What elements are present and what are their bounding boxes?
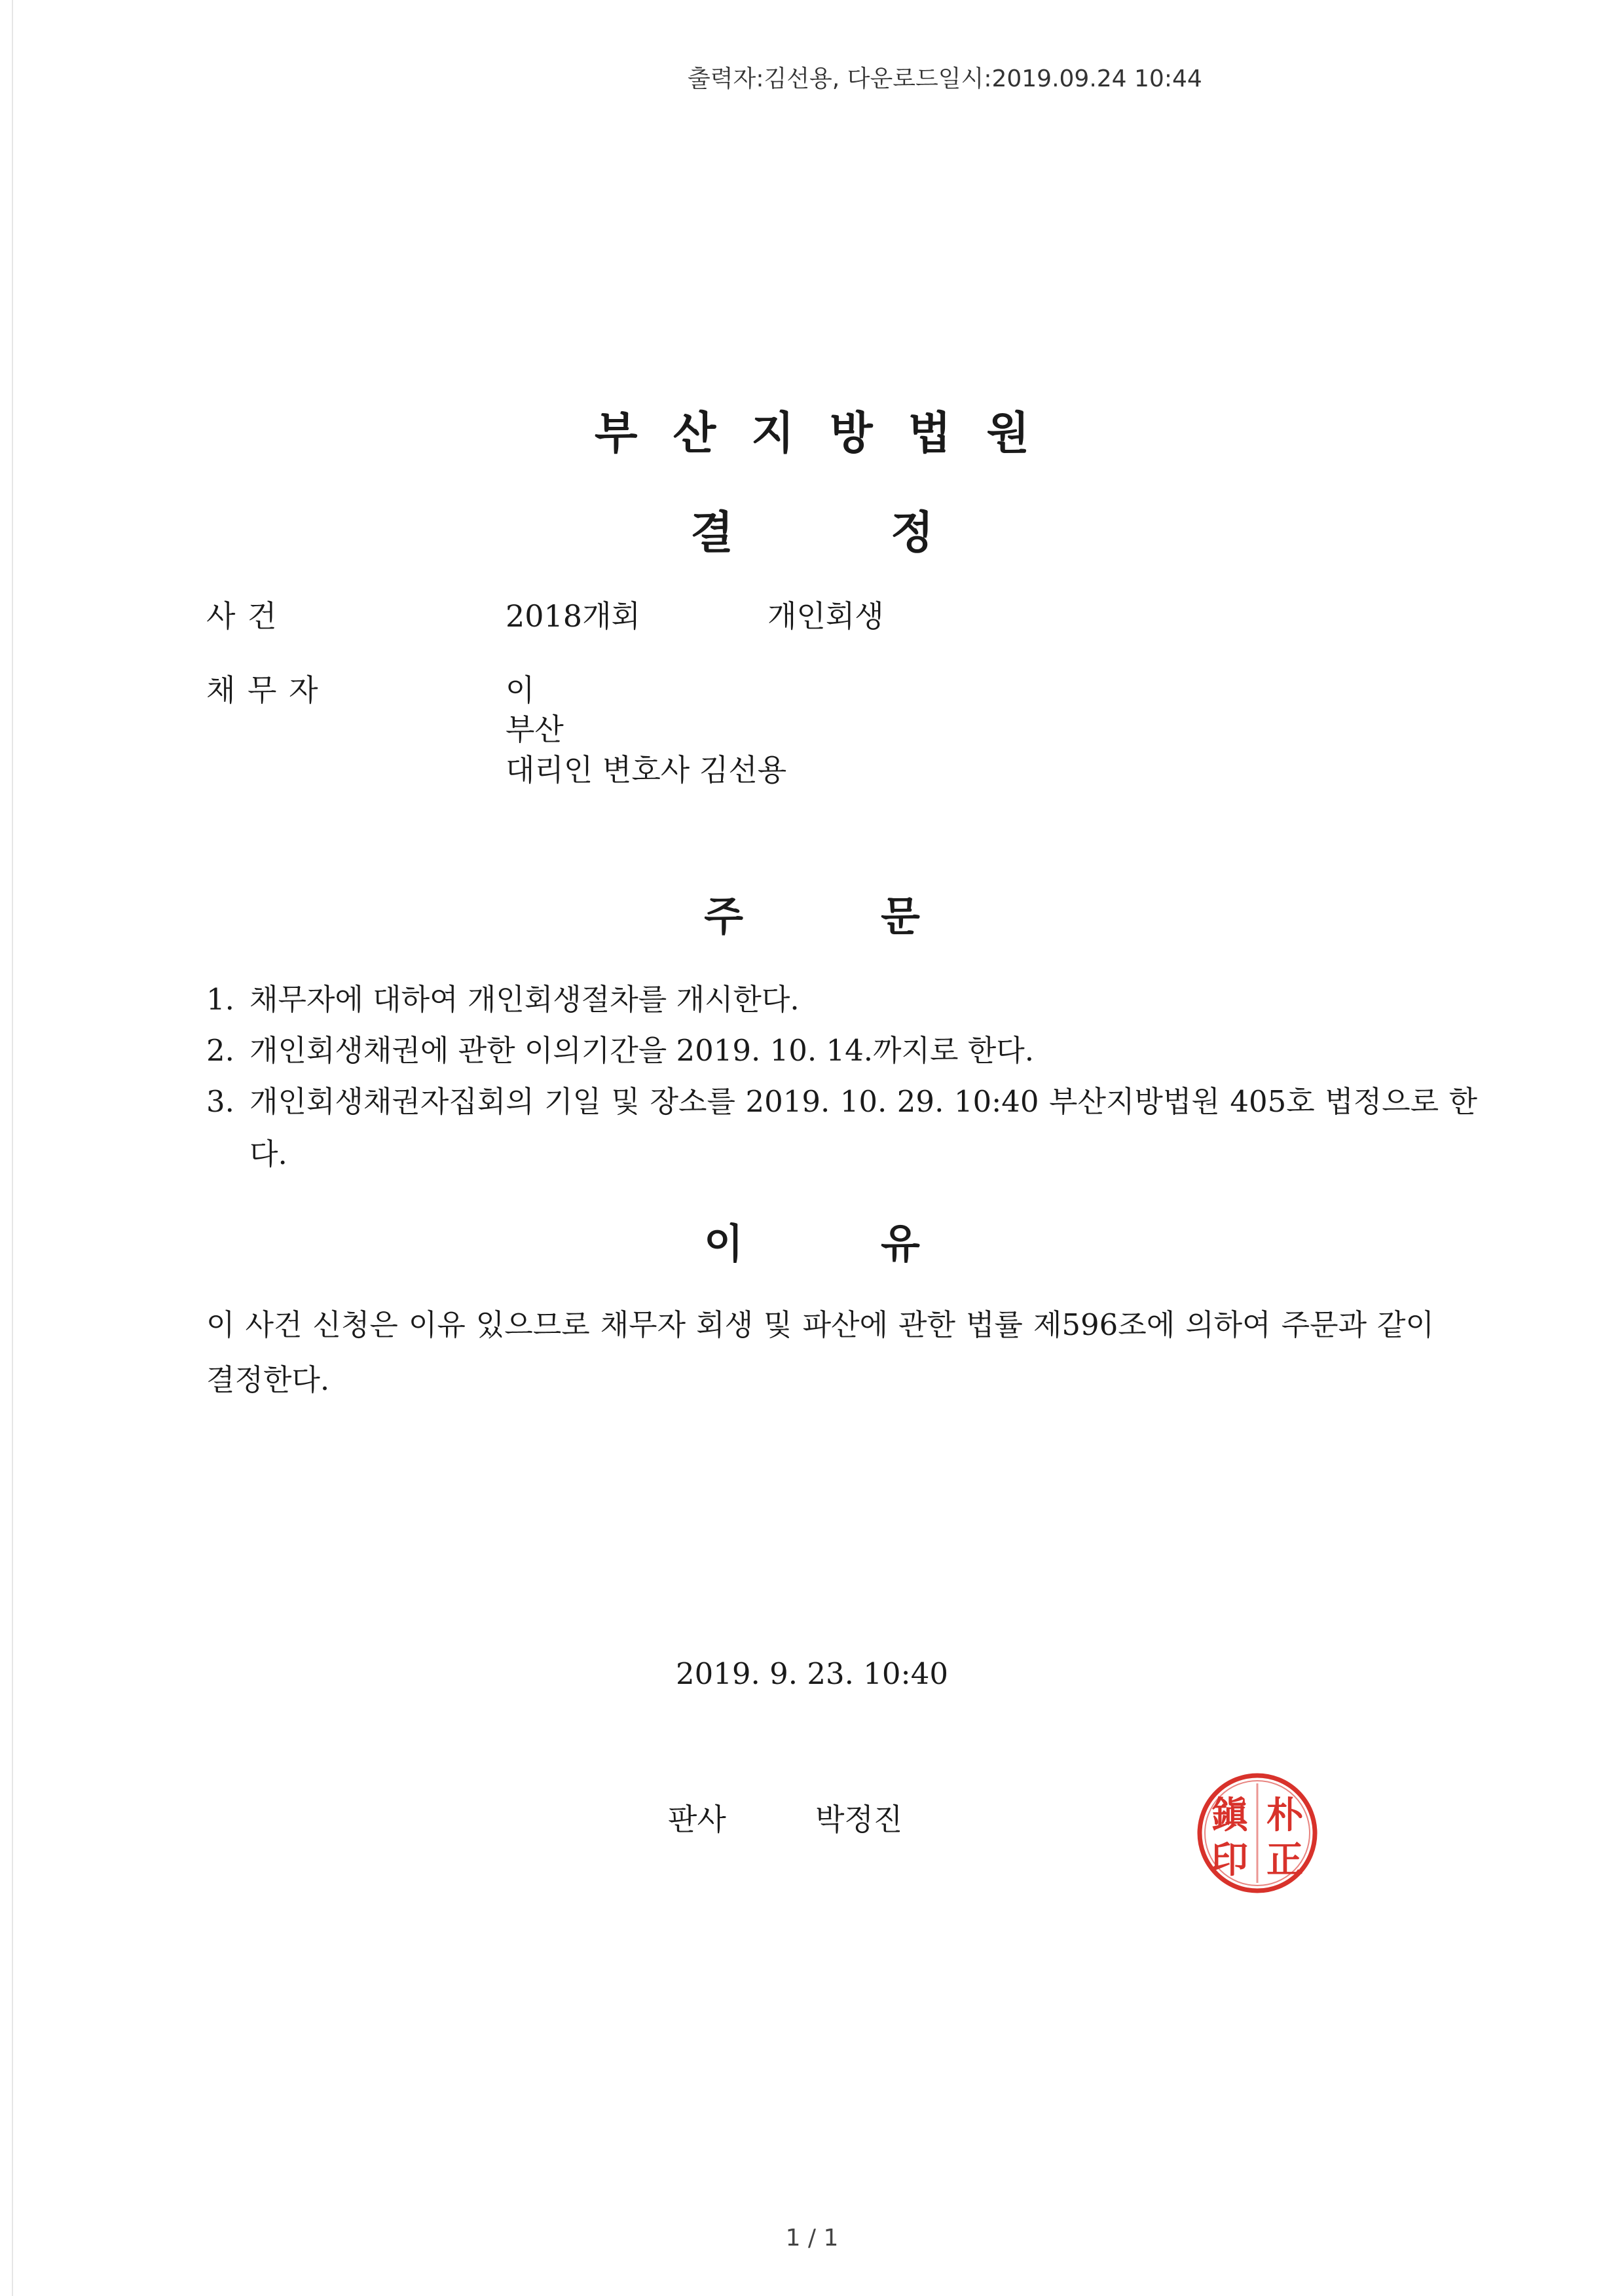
order-item-text: 개인회생채권에 관한 이의기간을 2019. 10. 14.까지로 한다. [249,1033,1035,1068]
svg-text:印: 印 [1211,1838,1248,1882]
order-heading: 주문 [704,892,1058,940]
debtor-address: 부산 [506,712,564,747]
order-item-1 [206,974,1477,1026]
judge-name: 박정진 [815,1802,903,1837]
page-number: 1 / 1 [785,2225,839,2251]
order-item-3 [206,1076,1477,1180]
order-item-text: 개인회생채권자집회의 기일 및 장소를 2019. 10. 29. 10:40 부산지방법원 405호 법정으로 한다. [249,1084,1477,1171]
order-item-2 [206,1025,1477,1077]
case-label: 사 건 [206,598,278,634]
svg-text:正: 正 [1266,1838,1303,1882]
document-type-title: 결정 [690,507,1091,559]
court-name: 부산지방법원 [594,408,1065,460]
decision-date: 2019. 9. 23. 10:40 [676,1656,948,1691]
debtor-label: 채 무 자 [206,672,320,708]
debtor-agent: 대리인 변호사 김선용 [506,752,787,788]
page-edge-line [12,0,13,2296]
print-header: 출력자:김선용, 다운로드일시:2019.09.24 10:44 [688,65,1202,92]
judge-seal-stamp [1192,1768,1323,1899]
reason-text: 이 사건 신청은 이유 있으므로 채무자 회생 및 파산에 관한 법률 제596조에 의하여 주문과 같이 결정한다. [206,1307,1434,1397]
order-item-number: 2. [206,1033,234,1068]
svg-text:鎭: 鎭 [1211,1794,1248,1837]
order-item-number: 3. [206,1084,234,1119]
order-item-number: 1. [206,982,234,1017]
judge-title: 판사 [668,1802,726,1837]
order-item-text: 채무자에 대하여 개인회생절차를 개시한다. [249,982,800,1017]
case-type: 개인회생 [767,598,884,634]
svg-text:朴: 朴 [1266,1794,1303,1837]
case-number: 2018개회 [506,598,640,634]
debtor-name: 이 [506,672,535,708]
reason-heading: 이유 [704,1220,1058,1267]
